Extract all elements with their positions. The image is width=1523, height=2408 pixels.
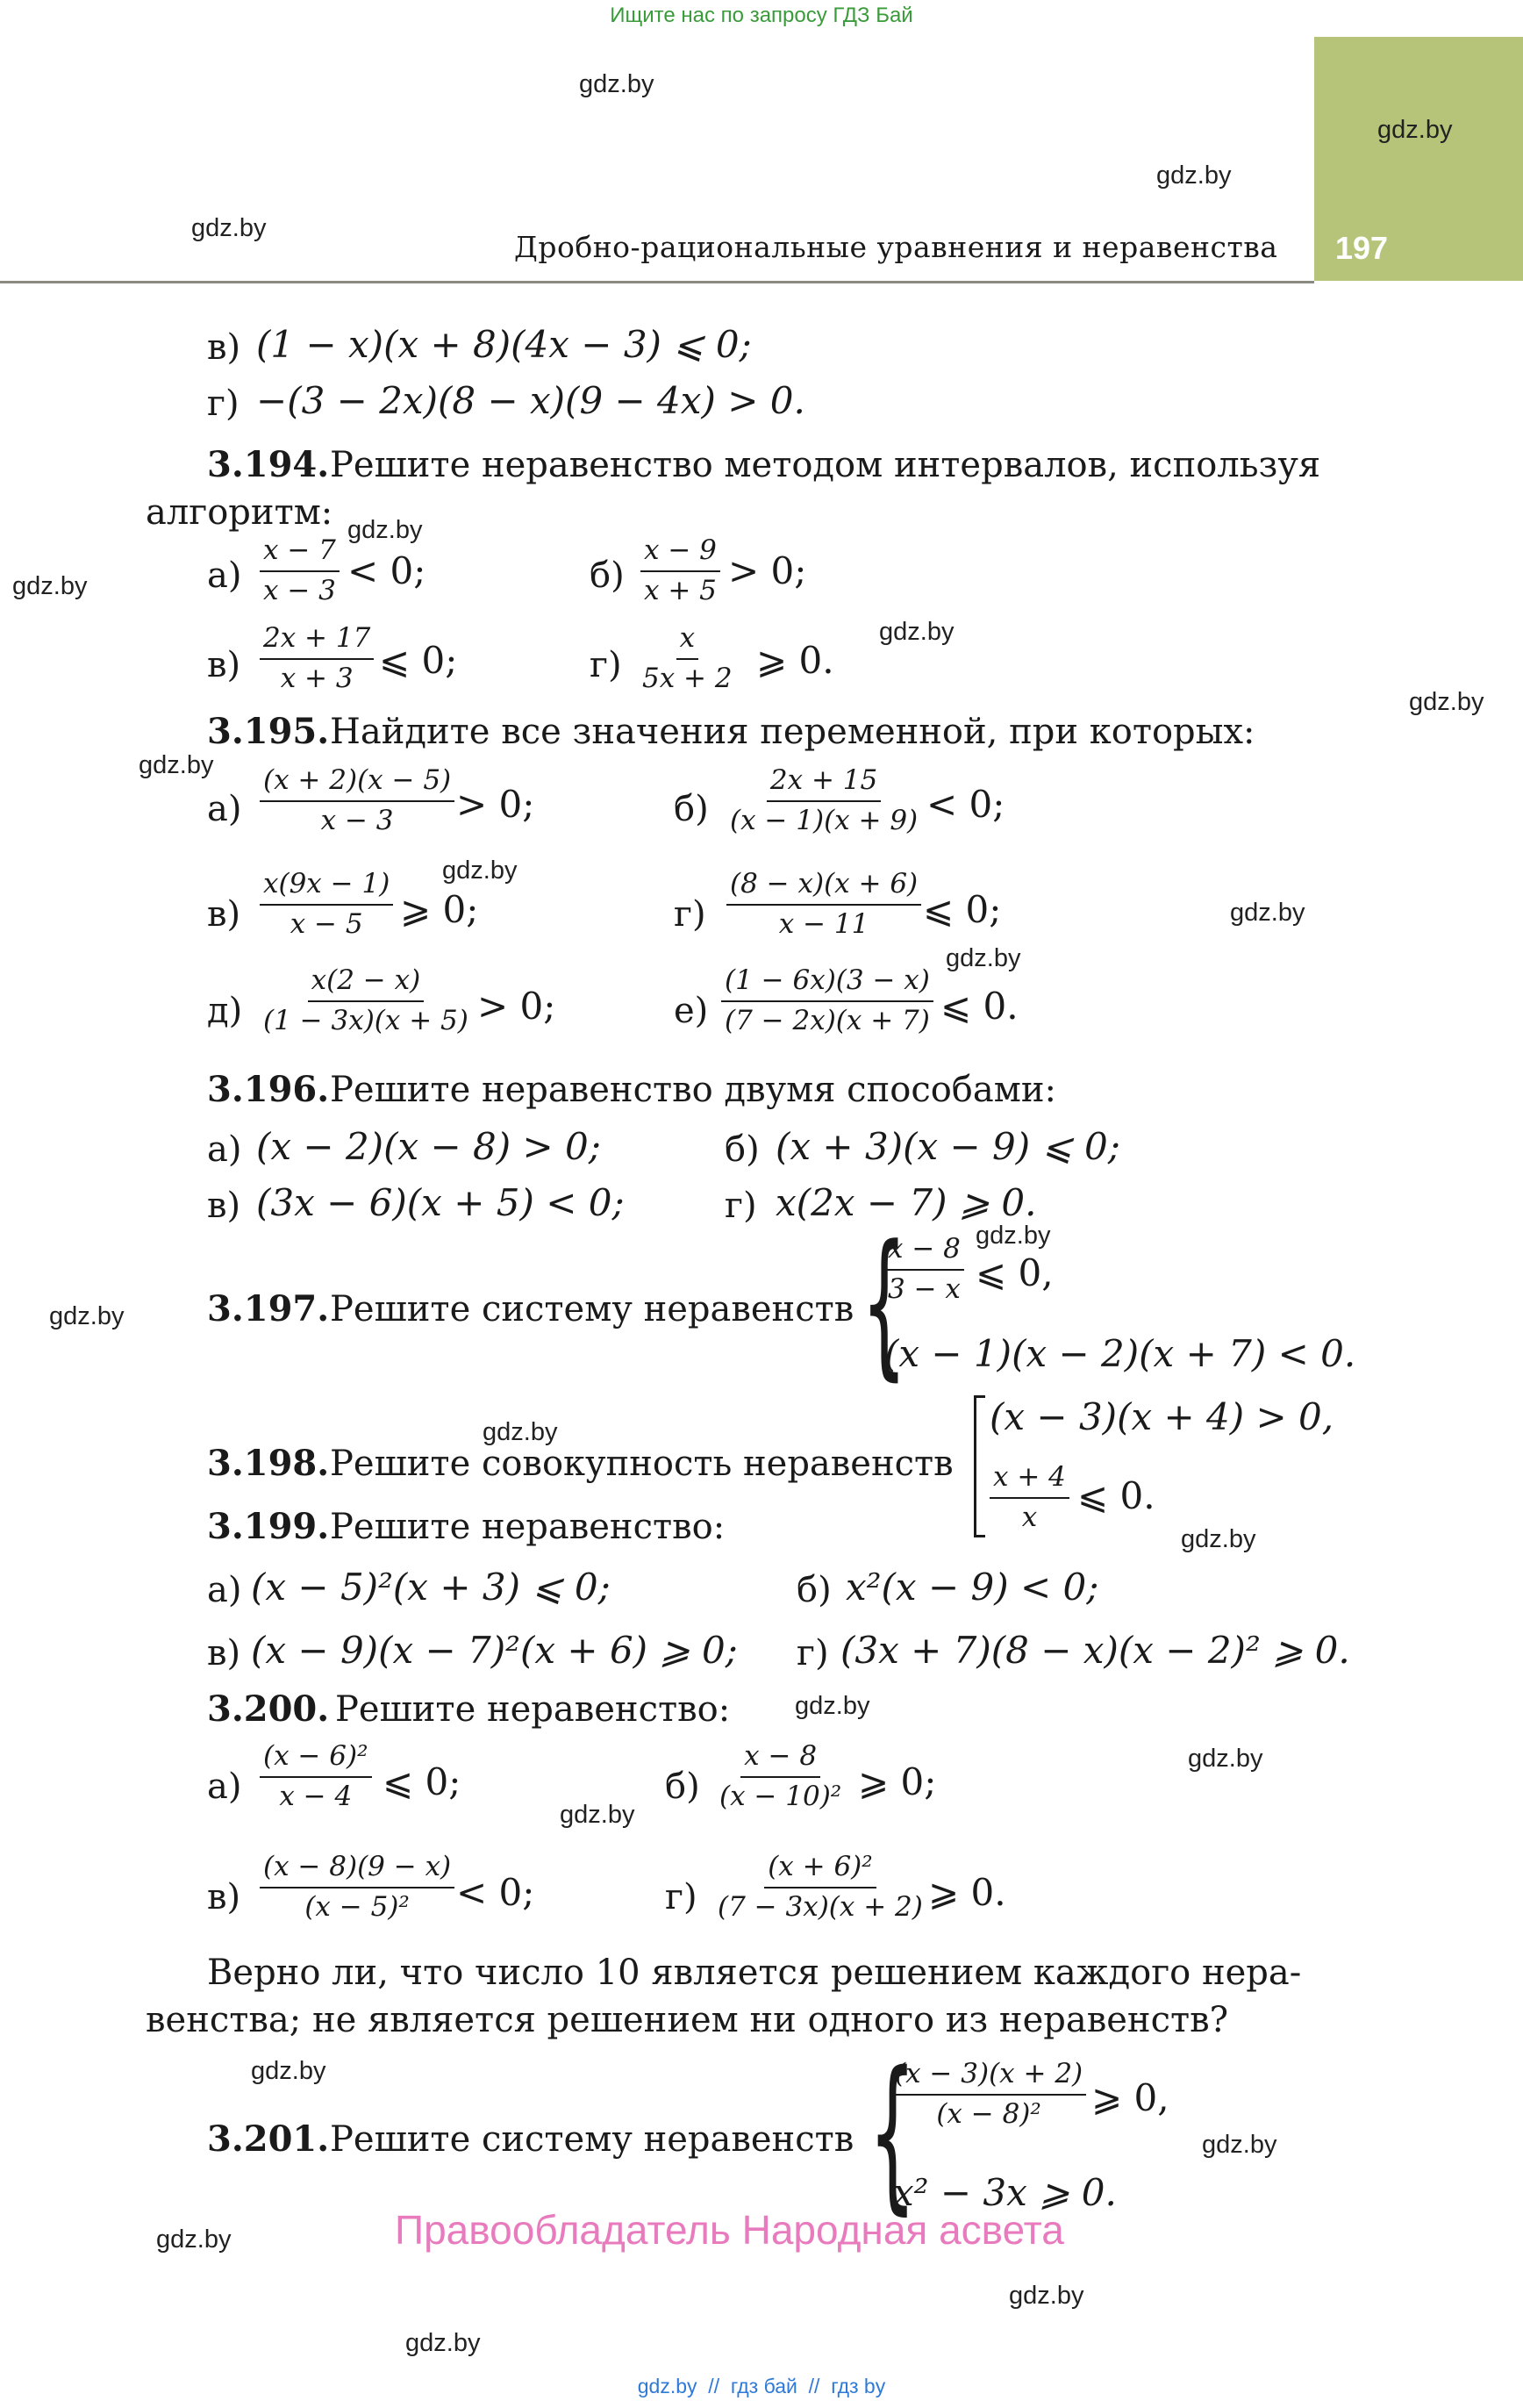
numerator: x(2 − x) [308,965,425,1002]
numerator: (x − 8)(9 − x) [260,1852,454,1888]
numerator: (x + 6)² [764,1852,876,1888]
numerator: x(9x − 1) [260,869,393,906]
header-rule [0,281,1314,283]
numerator: x − 7 [260,535,340,572]
numerator: x − 9 [640,535,720,572]
watermark: gdz.by [1181,1525,1256,1553]
exercise-number: 3.199. [207,1506,330,1547]
exercise-text: Решите систему неравенств [330,2119,854,2160]
item-label: д) [207,991,243,1031]
relation: < 0; [456,1871,535,1914]
item-label: г) [674,894,706,935]
denominator: 3 − x [888,1272,961,1305]
exercise-number: 3.195. [207,711,330,752]
collection-bracket [974,1395,985,1537]
denominator: x − 3 [263,574,336,606]
exercise-number: 3.198. [207,1443,330,1484]
numerator: x + 4 [990,1462,1069,1499]
denominator: x − 3 [320,804,394,836]
inequality: x² − 3x ⩾ 0. [893,2171,1117,2214]
denominator: (x − 10)² [719,1780,842,1812]
relation: ⩽ 0. [940,985,1019,1028]
exercise-number: 3.201. [207,2118,330,2160]
numerator: (1 − 6x)(3 − x) [721,965,933,1002]
exercise-text: Решите неравенство: [335,1689,731,1730]
item-label: г) [725,1186,757,1226]
relation: ⩽ 0; [383,1760,461,1803]
relation: < 0; [926,783,1005,826]
denominator: (x − 8)² [936,2097,1041,2130]
exercise-number: 3.196. [207,1069,330,1110]
denominator: 5x + 2 [642,662,733,694]
inequality: (3x − 6)(x + 5) < 0; [256,1181,625,1224]
watermark: gdz.by [560,1801,635,1829]
inequality: (x − 9)(x − 7)²(x + 6) ⩾ 0; [251,1629,738,1672]
fraction [260,765,454,836]
watermark: gdz.by [976,1222,1051,1250]
exercise-text: Решите неравенство: [330,1507,726,1547]
item-label: б) [725,1129,760,1170]
fraction [260,1852,454,1923]
item-label: в) [207,1633,241,1673]
page-number: 197 [1335,230,1389,266]
denominator: x − 5 [290,907,363,940]
numerator: x − 8 [884,1234,964,1271]
fraction [260,1741,372,1812]
numerator: (x − 6)² [260,1741,372,1778]
denominator: x [1021,1501,1038,1533]
item-label: в) [207,327,241,368]
system-brace: { [869,2036,917,2230]
watermark: gdz.by [12,572,88,600]
fraction [891,2059,1086,2130]
fraction [639,623,736,694]
watermark: gdz.by [251,2057,326,2085]
header-title: Дробно-рациональные уравнения и неравенства [514,230,1278,264]
inequality: (x − 3)(x + 4) > 0, [990,1395,1334,1438]
fraction [260,869,393,940]
item-label: г) [665,1877,697,1917]
exercise-text: Решите систему неравенств [330,1289,854,1329]
fraction [260,623,374,694]
item-label: г) [797,1633,829,1673]
relation: ⩽ 0, [976,1251,1054,1294]
item-label: а) [207,555,242,596]
inequality: (x + 3)(x − 9) ⩽ 0; [776,1125,1120,1168]
inequality: −(3 − 2x)(8 − x)(9 − 4x) > 0. [256,379,805,422]
top-banner[interactable]: Ищите нас по запросу ГДЗ Бай [610,4,913,27]
footer-links[interactable]: gdz.by // гдз бай // гдз by [637,2375,886,2397]
fraction [726,765,921,836]
fraction [640,535,720,606]
watermark: gdz.by [139,751,214,779]
denominator: (7 − 3x)(x + 2) [718,1890,923,1923]
rights-notice: Правообладатель Народная асвета [395,2207,1064,2253]
item-label: в) [207,894,241,935]
denominator: x − 11 [778,907,869,940]
watermark: gdz.by [191,214,267,242]
relation: < 0; [347,549,426,592]
denominator: x − 4 [279,1780,353,1812]
fraction [990,1462,1069,1533]
watermark: gdz.by [405,2329,481,2357]
watermark: gdz.by [156,2225,232,2254]
exercise-text: алгоритм: [146,492,333,533]
watermark: gdz.by [1230,899,1305,927]
inequality: (x − 2)(x − 8) > 0; [256,1125,601,1168]
fraction [726,869,921,940]
relation: ⩾ 0, [1091,2076,1169,2119]
fraction [260,535,340,606]
numerator: (x − 3)(x + 2) [891,2059,1086,2096]
item-label: г) [590,645,622,685]
relation: ⩽ 0; [923,888,1002,931]
relation: > 0; [728,549,807,592]
item-label: в) [207,1877,241,1917]
item-label: в) [207,645,241,685]
watermark: gdz.by [795,1692,870,1720]
denominator: (x − 1)(x + 9) [730,804,919,836]
item-label: б) [590,555,625,596]
denominator: (x − 5)² [304,1890,410,1923]
inequality: x²(x − 9) < 0; [846,1566,1099,1609]
item-label: б) [665,1767,700,1807]
fraction [714,1852,926,1923]
fraction [884,1234,964,1305]
item-label: е) [674,991,709,1031]
item-label: в) [207,1186,241,1226]
watermark: gdz.by [442,856,518,885]
watermark: gdz.by [49,1302,125,1330]
numerator: 2x + 15 [767,765,881,802]
numerator: (x + 2)(x − 5) [260,765,454,802]
denominator: (7 − 2x)(x + 7) [725,1004,930,1036]
relation: ⩾ 0; [858,1760,937,1803]
numerator: 2x + 17 [260,623,374,660]
inequality: (x − 5)²(x + 3) ⩽ 0; [251,1566,611,1609]
exercise-question: Верно ли, что число 10 является решением каждого нера- [207,1953,1302,1993]
denominator: (1 − 3x)(x + 5) [263,1004,468,1036]
item-label: а) [207,1767,242,1807]
exercise-text: Найдите все значения переменной, при которых: [330,712,1255,752]
denominator: x + 5 [644,574,717,606]
exercise-text: Решите неравенство двумя способами: [330,1070,1056,1110]
relation: ⩾ 0. [928,1871,1006,1914]
relation: > 0; [456,783,535,826]
numerator: x [676,623,698,660]
item-label: а) [207,789,242,829]
item-label: а) [207,1570,242,1610]
denominator: x + 3 [280,662,354,694]
watermark: gdz.by [1188,1745,1263,1773]
exercise-number: 3.200. [207,1688,330,1730]
watermark: gdz.by [1377,116,1453,144]
numerator: (8 − x)(x + 6) [726,869,921,906]
watermark: gdz.by [1156,161,1232,190]
relation: ⩾ 0. [756,639,834,682]
numerator: x − 8 [740,1741,820,1778]
system-brace: { [862,1212,907,1395]
watermark: gdz.by [879,618,955,646]
fraction [721,965,933,1036]
exercise-text: Решите неравенство методом интервалов, используя [330,445,1321,485]
exercise-question: венства; не является решением ни одного из неравенств? [146,2000,1229,2040]
item-label: г) [207,383,240,424]
watermark: gdz.by [483,1418,558,1446]
watermark: gdz.by [1409,688,1484,716]
relation: ⩽ 0; [379,639,458,682]
watermark: gdz.by [579,70,654,98]
fraction [716,1741,845,1812]
watermark: gdz.by [1202,2131,1277,2159]
exercise-number: 3.194. [207,444,330,485]
watermark: gdz.by [1009,2282,1084,2310]
inequality: (x − 1)(x − 2)(x + 7) < 0. [884,1332,1356,1375]
inequality: (1 − x)(x + 8)(4x − 3) ⩽ 0; [256,323,752,366]
exercise-text: Решите совокупность неравенств [330,1444,954,1484]
exercise-number: 3.197. [207,1288,330,1329]
inequality: (3x + 7)(8 − x)(x − 2)² ⩾ 0. [840,1629,1350,1672]
item-label: а) [207,1129,242,1170]
watermark: gdz.by [347,516,423,544]
relation: > 0; [477,985,556,1028]
relation: ⩾ 0; [400,888,479,931]
watermark: gdz.by [946,944,1021,972]
inequality: x(2x − 7) ⩾ 0. [776,1181,1037,1224]
relation: ⩽ 0. [1077,1474,1155,1517]
item-label: б) [674,789,709,829]
fraction [260,965,472,1036]
item-label: б) [797,1570,832,1610]
